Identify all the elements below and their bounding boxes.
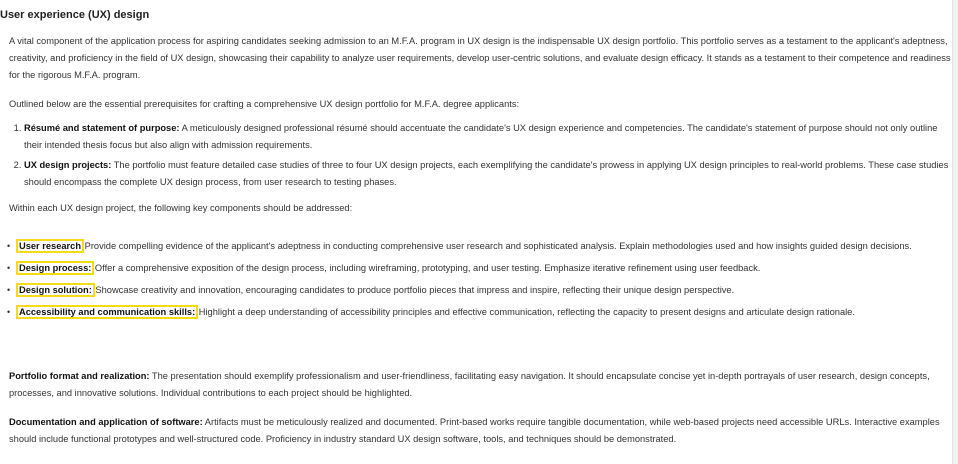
- component-label-highlighted: User research: [19, 241, 82, 251]
- outline-paragraph: Outlined below are the essential prerequisites for crafting a comprehensive UX design portfolio for M.F.A. degree applicants:: [9, 99, 520, 109]
- portfolio-text: The presentation should exemplify professionalism and user-friendliness, facilitating easy navigation. It should encapsulate concise yet in-depth portrayals of user research, design concepts, processes, and innovative solutions. Individual contributions to each project should be highlighted.: [9, 371, 930, 398]
- portfolio-paragraph: [9, 368, 954, 402]
- bullet-icon: •: [7, 263, 11, 273]
- prerequisite-label: UX design projects:: [24, 160, 112, 170]
- bullet-icon: •: [7, 307, 11, 317]
- component-text: Provide compelling evidence of the applicant's adeptness in conducting comprehensive user research and sophisticated analysis. Explain methodologies used and how insights guided design decisions.: [82, 241, 912, 251]
- within-paragraph: Within each UX design project, the following key components should be addressed:: [9, 203, 353, 213]
- component-item: [0, 260, 950, 277]
- prerequisite-text: The portfolio must feature detailed case studies of three to four UX design projects, each exemplifying the candidate's prowess in applying UX design principles to real-world problems. These case studies should encompass the complete UX design process, from user research to testing phases.: [24, 160, 949, 187]
- component-item: [0, 238, 950, 255]
- bullet-icon: •: [7, 241, 11, 251]
- documentation-text: Artifacts must be meticulously realized and documented. Print-based works require tangible documentation, while web-based projects need accessible URLs. Interactive examples should include functional prototypes and well-structured code. Proficiency in industry standard UX design software, tools, and techniques should be demonstrated.: [9, 417, 940, 444]
- documentation-paragraph: [9, 414, 954, 448]
- component-label-highlighted: Accessibility and communication skills:: [19, 307, 196, 317]
- component-text: Showcase creativity and innovation, encouraging candidates to produce portfolio pieces that impress and inspire, reflecting their unique design perspective.: [92, 285, 735, 295]
- scrollbar-track[interactable]: [952, 0, 958, 464]
- intro-paragraph: A vital component of the application process for aspiring candidates seeking admission to an M.F.A. program in UX design is the indispensable UX design portfolio. This portfolio serves as a testament to the applicant's adeptness, creativity, and proficiency in the field of UX design, showcasing their capability to analyze user requirements, develop user-centric solutions, and evaluate design efficacy. It stands as a testament to their competence and readiness for the rigorous M.F.A. program.: [9, 36, 951, 80]
- components-list: [0, 238, 950, 326]
- component-label-highlighted: Design solution:: [19, 285, 92, 295]
- component-text: Offer a comprehensive exposition of the design process, including wireframing, prototyping, and user testing. Emphasize iterative refinement using user feedback.: [92, 263, 761, 273]
- component-label-highlighted: Design process:: [19, 263, 92, 273]
- prerequisites-list: [0, 120, 950, 194]
- prerequisite-item: [24, 120, 950, 154]
- page-title: User experience (UX) design: [0, 9, 150, 21]
- component-item: [0, 282, 950, 299]
- component-text: Highlight a deep understanding of accessibility principles and effective communication, reflecting the capacity to present designs and articulate design rationale.: [196, 307, 855, 317]
- prerequisite-label: Résumé and statement of purpose:: [24, 123, 180, 133]
- documentation-label: Documentation and application of software:: [9, 417, 203, 427]
- prerequisite-item: [24, 157, 950, 191]
- bullet-icon: •: [7, 285, 11, 295]
- prerequisite-text: A meticulously designed professional résumé should accentuate the candidate's UX design experience and competencies. The candidate's statement of purpose should not only outline their intended thesis focus but also align with admission requirements.: [24, 123, 938, 150]
- component-item: [0, 304, 950, 321]
- portfolio-label: Portfolio format and realization:: [9, 371, 150, 381]
